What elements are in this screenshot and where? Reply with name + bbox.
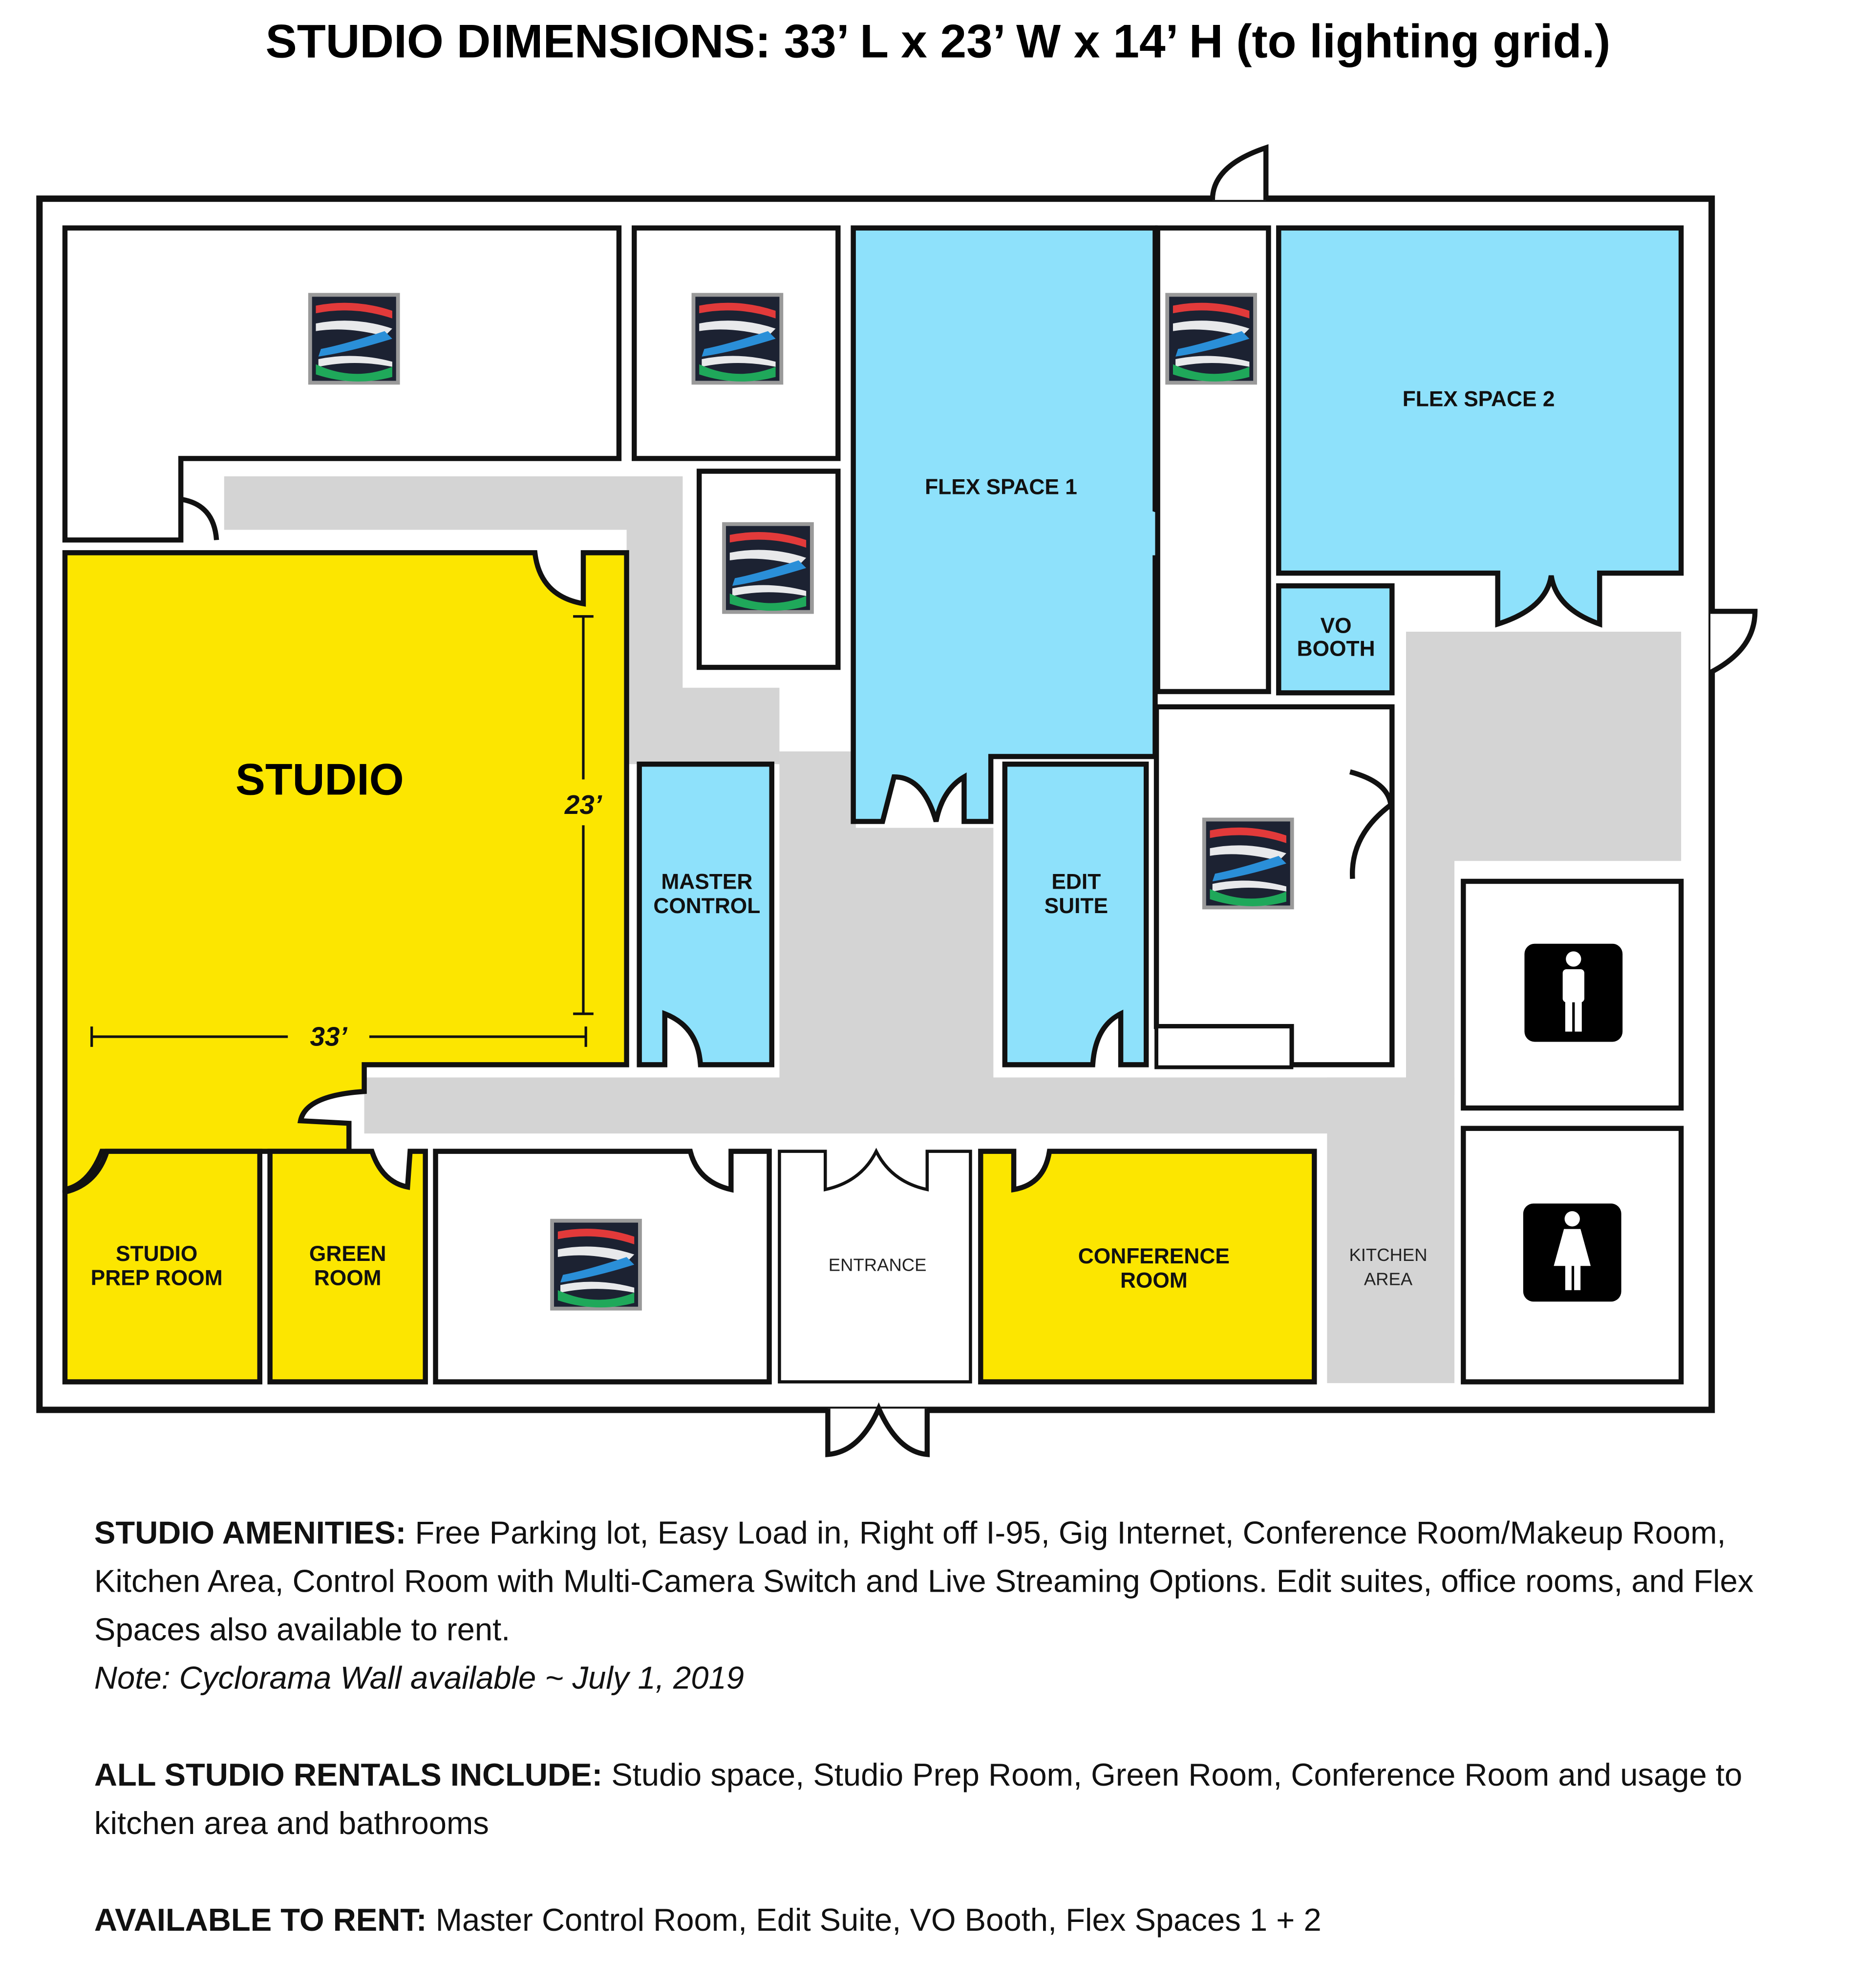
page-title: STUDIO DIMENSIONS: 33’ L x 23’ W x 14’ H (to lighting grid.) (265, 15, 1611, 68)
flex-space-2-room (1279, 228, 1681, 624)
exterior-door-top (1213, 148, 1266, 200)
office-logo-icon (550, 1219, 642, 1311)
studio-prep-label-line1: STUDIO (115, 1241, 198, 1266)
kitchen-label-line1: KITCHEN (1349, 1244, 1428, 1265)
flex-space-1-label: FLEX SPACE 1 (925, 475, 1077, 499)
studio-label: STUDIO (235, 754, 404, 805)
conference-label-line1: CONFERENCE (1078, 1244, 1230, 1269)
studio-prep-label-line2: PREP ROOM (90, 1266, 223, 1290)
master-control-label-line1: MASTER (661, 870, 753, 894)
vo-booth-label-line2: BOOTH (1297, 637, 1375, 661)
rentals-include-text: Studio space, Studio Prep Room, Green Room, Conference Room and usage to kitchen area and bathrooms (94, 1757, 1743, 1842)
vo-booth-label-line1: VO (1320, 614, 1352, 638)
office-logo-icon (722, 522, 814, 614)
kitchen-label-line2: AREA (1364, 1269, 1413, 1289)
studio-width-label: 23’ (564, 789, 602, 820)
office-logo-icon (692, 293, 784, 385)
office-logo-icon (1165, 293, 1257, 385)
amenities-label: STUDIO AMENITIES: (94, 1515, 406, 1552)
cyclorama-note (94, 1654, 1775, 1703)
office-logo-icon (308, 293, 400, 385)
mens-restroom-icon (1524, 944, 1622, 1042)
master-control-label-line2: CONTROL (653, 894, 761, 918)
green-room-label-line1: GREEN (309, 1241, 386, 1266)
rentals-include-label: ALL STUDIO RENTALS INCLUDE: (94, 1757, 603, 1793)
entrance-label: ENTRANCE (828, 1255, 927, 1275)
available-to-rent-text: Master Control Room, Edit Suite, VO Booth, Flex Spaces 1 + 2 (426, 1902, 1322, 1939)
rentals-include-paragraph (94, 1751, 1775, 1848)
flex-space-1-room (853, 228, 1197, 822)
info-section (94, 1509, 1775, 1945)
green-room-label-line2: ROOM (314, 1266, 382, 1290)
office-logo-icon (1202, 818, 1294, 910)
edit-suite-label-line2: SUITE (1044, 894, 1109, 918)
available-to-rent-label: AVAILABLE TO RENT: (94, 1902, 427, 1939)
amenities-text: Free Parking lot, Easy Load in, Right off I-95, Gig Internet, Conference Room/Makeup Room, Kitchen Area, Control Room with Multi-Camera Switch and Live Streaming Options. Edit suites, office rooms, and Flex Spaces also available to rent. (94, 1515, 1754, 1648)
exterior-door-right (1710, 611, 1755, 672)
available-to-rent-paragraph (94, 1897, 1775, 1945)
conference-label-line2: ROOM (1120, 1268, 1188, 1293)
womens-restroom-icon (1523, 1204, 1621, 1302)
closet (1156, 1026, 1291, 1067)
edit-suite-label-line1: EDIT (1051, 870, 1101, 894)
amenities-paragraph (94, 1509, 1775, 1654)
flex-space-2-label: FLEX SPACE 2 (1402, 387, 1555, 411)
cyclorama-note-text: Note: Cyclorama Wall available ~ July 1, 2019 (94, 1661, 744, 1697)
studio-length-label: 33’ (310, 1021, 347, 1052)
exterior-door-bottom (828, 1408, 927, 1454)
